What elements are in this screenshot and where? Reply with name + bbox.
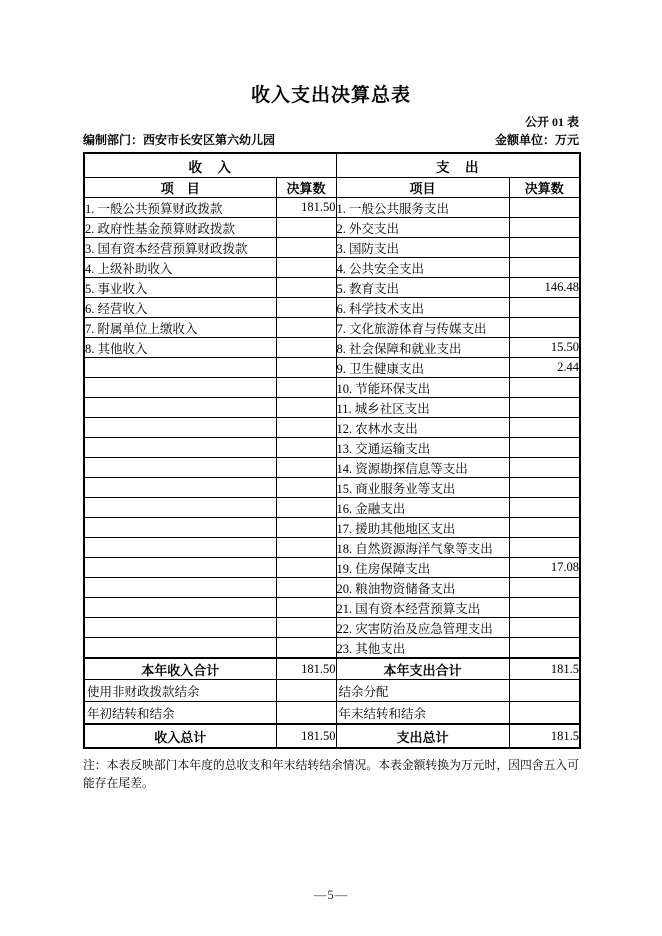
expenditure-amount-cell <box>509 458 580 478</box>
expenditure-item-cell: 12. 农林水支出 <box>336 418 509 438</box>
table-row <box>84 458 580 478</box>
expenditure-item-cell: 年末结转和结余 <box>336 702 509 725</box>
income-amount-cell <box>276 218 336 238</box>
table-row <box>84 478 580 498</box>
expenditure-amount-cell: 2.44 <box>509 358 580 378</box>
expenditure-item-cell: 本年支出合计 <box>336 658 509 680</box>
income-item-cell <box>84 398 276 418</box>
income-amount-cell <box>276 578 336 598</box>
income-amount-cell <box>276 558 336 578</box>
table-row <box>84 418 580 438</box>
expenditure-amount-cell <box>509 680 580 702</box>
expenditure-item-cell: 17. 援助其他地区支出 <box>336 518 509 538</box>
income-amount-cell <box>276 702 336 725</box>
amount-unit-label: 金额单位：万元 <box>494 133 579 147</box>
table-row <box>84 518 580 538</box>
table-row <box>84 558 580 578</box>
income-item-cell <box>84 498 276 518</box>
expenditure-amount-cell <box>509 238 580 258</box>
income-item-cell: 使用非财政拨款结余 <box>84 680 276 702</box>
expenditure-item-cell: 22. 灾害防治及应急管理支出 <box>336 618 509 638</box>
income-item-cell <box>84 438 276 458</box>
table-row <box>84 278 580 298</box>
expenditure-amount-cell <box>509 478 580 498</box>
table-row <box>84 398 580 418</box>
table-row <box>84 498 580 518</box>
table-note: 注：本表反映部门本年度的总收支和年末结转结余情况。本表金额转换为万元时，因四舍五入可能存在尾差。 <box>83 758 579 790</box>
income-amount-cell <box>276 638 336 659</box>
expenditure-amount-cell <box>509 498 580 518</box>
income-amount-cell <box>276 538 336 558</box>
expenditure-amount-cell <box>509 578 580 598</box>
table-row <box>84 378 580 398</box>
income-amount-cell <box>276 258 336 278</box>
income-item-cell <box>84 618 276 638</box>
income-item-cell <box>84 638 276 659</box>
income-item-cell <box>84 578 276 598</box>
income-item-cell: 1. 一般公共预算财政拨款 <box>84 198 276 218</box>
expenditure-amount-cell: 181.5 <box>509 724 580 748</box>
income-item-cell <box>84 518 276 538</box>
table-row <box>84 318 580 338</box>
income-amount-cell <box>276 478 336 498</box>
income-item-cell: 8. 其他收入 <box>84 338 276 358</box>
income-amount-cell <box>276 680 336 702</box>
income-amount-cell <box>276 398 336 418</box>
table-row <box>84 638 580 659</box>
expenditure-amount-cell <box>509 638 580 659</box>
income-item-cell: 7. 附属单位上缴收入 <box>84 318 276 338</box>
expenditure-amount-cell <box>509 538 580 558</box>
income-amount-cell <box>276 438 336 458</box>
expenditure-amount-cell <box>509 618 580 638</box>
table-row <box>84 578 580 598</box>
income-item-header: 项 目 <box>84 178 276 198</box>
table-row <box>84 338 580 358</box>
expenditure-amount-cell <box>509 398 580 418</box>
income-amount-cell <box>276 238 336 258</box>
table-row <box>84 238 580 258</box>
table-row <box>84 618 580 638</box>
expenditure-item-cell: 11. 城乡社区支出 <box>336 398 509 418</box>
income-item-cell: 6. 经营收入 <box>84 298 276 318</box>
expenditure-item-cell: 23. 其他支出 <box>336 638 509 659</box>
income-item-cell: 收入总计 <box>84 724 276 748</box>
income-amount-cell <box>276 298 336 318</box>
expenditure-section-header: 支 出 <box>336 153 580 178</box>
income-section-header: 收 入 <box>84 153 336 178</box>
expenditure-item-cell: 19. 住房保障支出 <box>336 558 509 578</box>
income-amount-cell <box>276 338 336 358</box>
document-meta-row <box>83 133 579 148</box>
expenditure-item-cell: 21. 国有资本经营预算支出 <box>336 598 509 618</box>
table-row <box>84 358 580 378</box>
expenditure-amount-cell <box>509 702 580 725</box>
income-amount-cell <box>276 318 336 338</box>
expenditure-item-cell: 1. 一般公共服务支出 <box>336 198 509 218</box>
expenditure-amount-cell <box>509 218 580 238</box>
expenditure-amount-cell <box>509 378 580 398</box>
expenditure-amount-cell: 15.50 <box>509 338 580 358</box>
summary-row <box>84 724 580 748</box>
expenditure-item-cell: 支出总计 <box>336 724 509 748</box>
income-item-cell <box>84 478 276 498</box>
income-amount-cell <box>276 498 336 518</box>
form-number-label: 公开 01 表 <box>524 115 579 129</box>
section-header-row <box>84 153 580 178</box>
expenditure-amount-cell <box>509 598 580 618</box>
expenditure-item-cell: 16. 金融支出 <box>336 498 509 518</box>
table-row <box>84 218 580 238</box>
table-row <box>84 538 580 558</box>
expenditure-item-cell: 9. 卫生健康支出 <box>336 358 509 378</box>
income-item-cell <box>84 378 276 398</box>
summary-row <box>84 680 580 702</box>
expenditure-amount-header: 决算数 <box>509 178 580 198</box>
income-item-cell: 5. 事业收入 <box>84 278 276 298</box>
expenditure-amount-cell <box>509 318 580 338</box>
income-item-cell: 3. 国有资本经营预算财政拨款 <box>84 238 276 258</box>
expenditure-item-cell: 6. 科学技术支出 <box>336 298 509 318</box>
income-item-cell: 年初结转和结余 <box>84 702 276 725</box>
expenditure-amount-cell <box>509 258 580 278</box>
page-title: 收入支出决算总表 <box>250 85 411 106</box>
expenditure-item-cell: 15. 商业服务业等支出 <box>336 478 509 498</box>
expenditure-item-cell: 20. 粮油物资储备支出 <box>336 578 509 598</box>
income-amount-cell <box>276 618 336 638</box>
income-item-cell <box>84 598 276 618</box>
expenditure-item-cell: 结余分配 <box>336 680 509 702</box>
expenditure-amount-cell <box>509 418 580 438</box>
income-item-cell <box>84 358 276 378</box>
table-row <box>84 198 580 218</box>
expenditure-amount-cell: 17.08 <box>509 558 580 578</box>
table-row <box>84 258 580 278</box>
expenditure-item-cell: 18. 自然资源海洋气象等支出 <box>336 538 509 558</box>
prepared-by-label: 编制部门：西安市长安区第六幼儿园 <box>83 133 276 147</box>
expenditure-item-cell: 2. 外交支出 <box>336 218 509 238</box>
expenditure-item-cell: 14. 资源勘探信息等支出 <box>336 458 509 478</box>
income-amount-cell <box>276 458 336 478</box>
expenditure-item-cell: 8. 社会保障和就业支出 <box>336 338 509 358</box>
expenditure-item-cell: 13. 交通运输支出 <box>336 438 509 458</box>
expenditure-item-cell: 10. 节能环保支出 <box>336 378 509 398</box>
income-amount-cell: 181.50 <box>276 658 336 680</box>
income-item-cell <box>84 418 276 438</box>
expenditure-item-cell: 7. 文化旅游体育与传媒支出 <box>336 318 509 338</box>
summary-table-body <box>84 198 580 749</box>
expenditure-item-cell: 5. 教育支出 <box>336 278 509 298</box>
income-amount-header: 决算数 <box>276 178 336 198</box>
table-row <box>84 598 580 618</box>
table-row <box>84 298 580 318</box>
summary-table <box>83 152 581 749</box>
expenditure-amount-cell <box>509 198 580 218</box>
expenditure-item-cell: 4. 公共安全支出 <box>336 258 509 278</box>
expenditure-amount-cell: 146.48 <box>509 278 580 298</box>
expenditure-item-header: 项目 <box>336 178 509 198</box>
summary-row <box>84 702 580 725</box>
income-amount-cell: 181.50 <box>276 724 336 748</box>
income-item-cell: 本年收入合计 <box>84 658 276 680</box>
page-number: —5— <box>313 888 349 902</box>
summary-row <box>84 658 580 680</box>
income-item-cell: 4. 上级补助收入 <box>84 258 276 278</box>
income-item-cell <box>84 458 276 478</box>
income-amount-cell <box>276 358 336 378</box>
expenditure-amount-cell <box>509 438 580 458</box>
income-amount-cell: 181.50 <box>276 198 336 218</box>
expenditure-amount-cell: 181.5 <box>509 658 580 680</box>
income-amount-cell <box>276 278 336 298</box>
income-item-cell <box>84 538 276 558</box>
expenditure-amount-cell <box>509 298 580 318</box>
income-amount-cell <box>276 378 336 398</box>
income-amount-cell <box>276 418 336 438</box>
income-amount-cell <box>276 598 336 618</box>
document-sheet <box>83 0 579 792</box>
column-header-row <box>84 178 580 198</box>
expenditure-amount-cell <box>509 518 580 538</box>
income-item-cell: 2. 政府性基金预算财政拨款 <box>84 218 276 238</box>
expenditure-item-cell: 3. 国防支出 <box>336 238 509 258</box>
income-item-cell <box>84 558 276 578</box>
table-row <box>84 438 580 458</box>
income-amount-cell <box>276 518 336 538</box>
